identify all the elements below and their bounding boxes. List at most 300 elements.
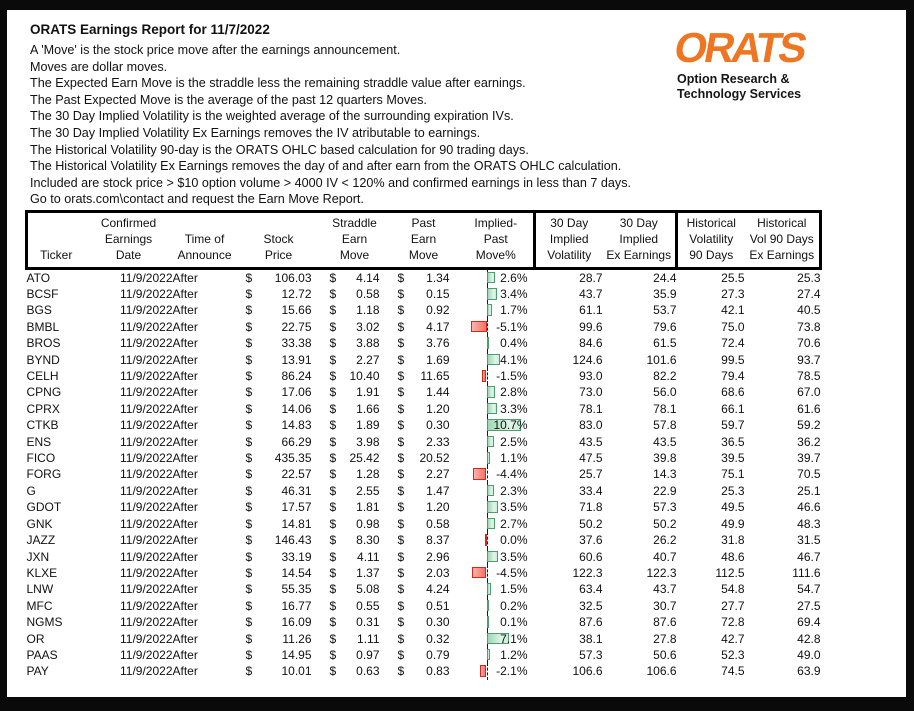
hv90-ex-earnings-cell: 39.7 [797,451,821,466]
column-header-iv30: 30 Day Implied Volatility [535,212,603,269]
implied-past-move-value: -4.4% [496,467,528,482]
column-header-hv90ex: Historical Vol 90 Days Ex Earnings [745,212,821,269]
straddle-earn-move-cell-value: 4.14 [356,270,380,285]
straddle-earn-move-cell [321,663,389,679]
orats-tagline-line2: Technology Services [677,86,802,101]
stock-price-cell [237,598,321,614]
iv30-cell: 83.0 [579,418,603,433]
straddle-earn-move-cell-value: 1.81 [356,500,380,515]
past-earn-move-cell-value: 3.76 [426,336,450,351]
announce-time-cell: After [172,615,198,630]
implied-past-move-value: 2.6% [500,270,528,285]
announce-time-cell: After [172,598,198,613]
table-row [27,598,821,614]
iv30-cell: 25.7 [579,467,603,482]
stock-price-cell-value: 14.81 [281,516,312,531]
past-earn-move-cell [389,565,459,581]
iv30-cell: 60.6 [579,549,603,564]
earnings-date-cell: 11/9/2022 [120,467,173,482]
table-row [27,614,821,630]
straddle-earn-move-cell [321,483,389,499]
earnings-date-cell: 11/9/2022 [120,319,173,334]
hv90-cell: 49.5 [721,500,745,515]
currency-symbol: $ [245,565,253,580]
stock-price-cell [237,631,321,647]
hv90-cell: 99.5 [721,352,745,367]
iv30-ex-earnings-cell: 56.0 [653,385,677,400]
past-earn-move-cell [389,516,459,532]
straddle-earn-move-cell-value: 0.97 [356,647,380,662]
past-earn-move-cell [389,532,459,548]
table-row [27,368,821,384]
implied-past-move-value: 1.7% [500,303,528,318]
currency-symbol: $ [329,369,337,384]
ticker-cell: ATO [26,270,51,285]
orats-logo-tagline [677,72,855,101]
iv30-cell: 124.6 [572,352,603,367]
description-line: The 30 Day Implied Volatility Ex Earnings removes the IV atributable to earnings. [30,125,481,140]
past-earn-move-cell [389,663,459,679]
iv30-ex-earnings-cell: 101.6 [646,352,677,367]
straddle-earn-move-cell [321,268,389,286]
straddle-earn-move-cell-value: 1.66 [356,401,380,416]
straddle-earn-move-cell-value: 0.31 [356,615,380,630]
column-header-hv90: Historical Volatility 90 Days [677,212,745,269]
stock-price-cell-value: 14.83 [281,418,312,433]
hv90-cell: 27.3 [721,287,745,302]
announce-time-cell: After [172,352,198,367]
currency-symbol: $ [329,483,337,498]
past-earn-move-cell [389,450,459,466]
past-earn-move-cell [389,352,459,368]
stock-price-cell-value: 33.38 [281,336,312,351]
description-line: A 'Move' is the stock price move after the earnings announcement. [30,43,401,57]
table-row [27,335,821,351]
straddle-earn-move-cell [321,565,389,581]
iv30-cell: 73.0 [579,385,603,400]
stock-price-cell [237,614,321,630]
ticker-cell: CELH [26,369,59,384]
straddle-earn-move-cell-value: 3.98 [356,434,380,449]
implied-past-move-value: 1.1% [500,451,528,466]
implied-past-move-value: 7.1% [500,631,528,646]
currency-symbol: $ [397,483,405,498]
iv30-cell: 43.5 [579,434,603,449]
straddle-earn-move-cell [321,450,389,466]
straddle-earn-move-cell-value: 1.37 [356,565,380,580]
hv90-ex-earnings-cell: 40.5 [797,303,821,318]
iv30-ex-earnings-cell: 122.3 [646,565,677,580]
implied-past-move-value: 3.5% [500,549,528,564]
implied-past-move-value: 2.7% [500,516,528,531]
currency-symbol: $ [397,352,405,367]
description-line: The Historical Volatility 90-day is the ORATS OHLC based calculation for 90 trading days. [30,142,529,157]
currency-symbol: $ [397,451,405,466]
implied-past-move-value: 3.5% [500,500,528,515]
currency-symbol: $ [329,565,337,580]
hv90-ex-earnings-cell: 27.5 [797,598,821,613]
currency-symbol: $ [245,549,253,564]
stock-price-cell [237,268,321,286]
currency-symbol: $ [397,434,405,449]
currency-symbol: $ [245,631,253,646]
straddle-earn-move-cell [321,631,389,647]
currency-symbol: $ [397,598,405,613]
iv30-ex-earnings-cell: 43.5 [653,434,677,449]
description-line: Moves are dollar moves. [30,59,168,74]
report-intro [30,21,670,208]
iv30-cell: 93.0 [579,369,603,384]
currency-symbol: $ [245,598,253,613]
currency-symbol: $ [329,352,337,367]
stock-price-cell [237,565,321,581]
currency-symbol: $ [245,352,253,367]
currency-symbol: $ [329,418,337,433]
currency-symbol: $ [245,287,253,302]
table-row [27,384,821,400]
table-row [27,286,821,302]
announce-time-cell: After [172,549,198,564]
hv90-cell: 72.4 [721,336,745,351]
currency-symbol: $ [329,500,337,515]
straddle-earn-move-cell [321,302,389,318]
description-line: The Expected Earn Move is the straddle less the remaining straddle value after earnings. [30,76,526,91]
implied-past-move-value: -2.1% [496,664,528,679]
past-earn-move-cell-value: 2.33 [426,434,450,449]
ticker-cell: BCSF [26,287,59,302]
iv30-cell: 43.7 [579,287,603,302]
description-line: Go to orats.com\contact and request the Earn Move Report. [30,192,364,207]
currency-symbol: $ [397,500,405,515]
hv90-ex-earnings-cell: 31.5 [797,533,821,548]
currency-symbol: $ [245,664,253,679]
hv90-cell: 75.1 [721,467,745,482]
table-row [27,631,821,647]
earnings-date-cell: 11/9/2022 [120,598,173,613]
straddle-earn-move-cell-value: 0.55 [356,598,380,613]
column-header-move-pct: Implied- Past Move% [459,212,535,269]
implied-past-move-cell [459,401,535,417]
past-earn-move-cell-value: 0.32 [426,631,450,646]
hv90-cell: 25.5 [721,270,745,285]
currency-symbol: $ [397,287,405,302]
currency-symbol: $ [245,385,253,400]
currency-symbol: $ [329,615,337,630]
hv90-ex-earnings-cell: 46.6 [797,500,821,515]
currency-symbol: $ [245,533,253,548]
iv30-cell: 38.1 [579,631,603,646]
stock-price-cell [237,450,321,466]
stock-price-cell-value: 146.43 [274,533,312,548]
stock-price-cell [237,483,321,499]
earnings-table-header [27,212,821,269]
ticker-cell: CPNG [26,385,62,400]
currency-symbol: $ [245,319,253,334]
currency-symbol: $ [245,516,253,531]
iv30-cell: 33.4 [579,483,603,498]
past-earn-move-cell [389,549,459,565]
currency-symbol: $ [245,647,253,662]
earnings-date-cell: 11/9/2022 [120,434,173,449]
table-row [27,466,821,482]
past-earn-move-cell [389,286,459,302]
stock-price-cell [237,516,321,532]
stock-price-cell [237,466,321,482]
iv30-cell: 50.2 [579,516,603,531]
currency-symbol: $ [329,631,337,646]
hv90-cell: 52.3 [721,647,745,662]
implied-past-move-cell [459,565,535,581]
hv90-ex-earnings-cell: 42.8 [797,631,821,646]
currency-symbol: $ [397,664,405,679]
implied-past-move-cell [459,647,535,663]
ticker-cell: CTKB [26,418,59,433]
ticker-cell: BYND [26,352,60,367]
past-earn-move-cell-value: 0.30 [426,418,450,433]
stock-price-cell-value: 22.57 [281,467,312,482]
past-earn-move-cell-value: 8.37 [426,533,450,548]
stock-price-cell [237,302,321,318]
implied-past-move-value: 1.2% [500,647,528,662]
straddle-earn-move-cell [321,368,389,384]
currency-symbol: $ [397,549,405,564]
earnings-date-cell: 11/9/2022 [120,270,173,285]
implied-past-move-cell [459,286,535,302]
straddle-earn-move-cell-value: 1.91 [356,385,380,400]
stock-price-cell-value: 15.66 [281,303,312,318]
implied-past-move-value: -5.1% [496,319,528,334]
stock-price-cell-value: 33.19 [281,549,312,564]
stock-price-cell [237,532,321,548]
stock-price-cell-value: 16.09 [281,615,312,630]
ticker-cell: LNW [26,582,54,597]
stock-price-cell-value: 14.95 [281,647,312,662]
implied-past-move-cell [459,598,535,614]
iv30-ex-earnings-cell: 22.9 [653,483,677,498]
past-earn-move-cell [389,384,459,400]
earnings-date-cell: 11/9/2022 [120,582,173,597]
announce-time-cell: After [172,565,198,580]
straddle-earn-move-cell [321,499,389,515]
implied-past-move-cell [459,368,535,384]
currency-symbol: $ [397,467,405,482]
currency-symbol: $ [245,369,253,384]
currency-symbol: $ [397,533,405,548]
straddle-earn-move-cell [321,549,389,565]
ticker-cell: FICO [26,451,56,466]
column-header-ticker: Ticker [27,212,85,269]
straddle-earn-move-cell-value: 1.18 [356,303,380,318]
iv30-ex-earnings-cell: 106.6 [646,664,677,679]
currency-symbol: $ [245,483,253,498]
currency-symbol: $ [329,533,337,548]
currency-symbol: $ [329,647,337,662]
past-earn-move-cell-value: 0.58 [426,516,450,531]
iv30-ex-earnings-cell: 50.2 [653,516,677,531]
column-header-time: Time of Announce [173,212,237,269]
stock-price-cell [237,335,321,351]
hv90-cell: 79.4 [721,369,745,384]
hv90-ex-earnings-cell: 25.1 [797,483,821,498]
past-earn-move-cell [389,319,459,335]
past-earn-move-cell-value: 0.30 [426,615,450,630]
straddle-earn-move-cell [321,335,389,351]
implied-past-move-value: 10.7% [493,418,528,433]
hv90-cell: 27.7 [721,598,745,613]
hv90-ex-earnings-cell: 54.7 [797,582,821,597]
implied-past-move-cell [459,532,535,548]
implied-past-move-value: -4.5% [496,565,528,580]
implied-past-move-cell [459,417,535,433]
hv90-ex-earnings-cell: 27.4 [797,287,821,302]
stock-price-cell [237,384,321,400]
table-row [27,499,821,515]
description-line: The 30 Day Implied Volatility is the weighted average of the surrounding expiration IVs. [30,109,514,124]
straddle-earn-move-cell [321,401,389,417]
past-earn-move-cell [389,614,459,630]
past-earn-move-cell [389,417,459,433]
straddle-earn-move-cell [321,466,389,482]
currency-symbol: $ [397,582,405,597]
announce-time-cell: After [172,336,198,351]
report-page [7,10,906,697]
past-earn-move-cell-value: 0.51 [426,598,450,613]
table-row [27,319,821,335]
implied-past-move-cell [459,352,535,368]
hv90-ex-earnings-cell: 63.9 [797,664,821,679]
hv90-ex-earnings-cell: 111.6 [792,565,821,580]
hv90-ex-earnings-cell: 25.3 [797,270,821,285]
past-earn-move-cell [389,598,459,614]
straddle-earn-move-cell [321,319,389,335]
implied-past-move-cell [459,663,535,679]
table-row [27,268,821,286]
iv30-ex-earnings-cell: 30.7 [653,598,677,613]
past-earn-move-cell [389,401,459,417]
hv90-cell: 75.0 [721,319,745,334]
hv90-cell: 49.9 [721,516,745,531]
column-header-price: Stock Price [237,212,321,269]
earnings-date-cell: 11/9/2022 [120,385,173,400]
column-header-iv30ex: 30 Day Implied Ex Earnings [603,212,677,269]
stock-price-cell-value: 10.01 [281,664,312,679]
iv30-ex-earnings-cell: 24.4 [653,270,677,285]
stock-price-cell [237,499,321,515]
straddle-earn-move-cell [321,434,389,450]
currency-symbol: $ [245,418,253,433]
iv30-cell: 87.6 [579,615,603,630]
past-earn-move-cell [389,434,459,450]
past-earn-move-cell [389,368,459,384]
implied-past-move-cell [459,499,535,515]
iv30-ex-earnings-cell: 82.2 [653,369,677,384]
stock-price-cell-value: 22.75 [281,319,312,334]
hv90-cell: 59.7 [721,418,745,433]
past-earn-move-cell-value: 1.20 [426,500,450,515]
earnings-date-cell: 11/9/2022 [120,631,173,646]
past-earn-move-cell [389,483,459,499]
stock-price-cell [237,319,321,335]
announce-time-cell: After [172,385,198,400]
hv90-cell: 42.7 [721,631,745,646]
past-earn-move-cell-value: 4.17 [426,319,450,334]
iv30-ex-earnings-cell: 50.6 [653,647,677,662]
iv30-ex-earnings-cell: 78.1 [653,401,677,416]
stock-price-cell-value: 14.54 [281,565,312,580]
hv90-ex-earnings-cell: 61.6 [797,401,821,416]
straddle-earn-move-cell-value: 1.11 [357,631,380,646]
straddle-earn-move-cell [321,352,389,368]
hv90-ex-earnings-cell: 70.6 [797,336,821,351]
earnings-date-cell: 11/9/2022 [120,516,173,531]
table-row [27,581,821,597]
straddle-earn-move-cell-value: 2.27 [356,352,380,367]
implied-past-move-value: 1.5% [500,582,528,597]
iv30-ex-earnings-cell: 61.5 [653,336,677,351]
implied-past-move-cell [459,268,535,286]
straddle-earn-move-cell-value: 4.11 [357,549,380,564]
iv30-ex-earnings-cell: 43.7 [653,582,677,597]
implied-past-move-value: 0.0% [500,533,528,548]
straddle-earn-move-cell [321,286,389,302]
stock-price-cell [237,352,321,368]
announce-time-cell: After [172,451,198,466]
straddle-earn-move-cell [321,647,389,663]
currency-symbol: $ [329,516,337,531]
earnings-date-cell: 11/9/2022 [120,647,173,662]
currency-symbol: $ [397,647,405,662]
stock-price-cell [237,647,321,663]
table-row [27,647,821,663]
straddle-earn-move-cell [321,384,389,400]
iv30-cell: 63.4 [579,582,603,597]
straddle-earn-move-cell-value: 25.42 [349,451,380,466]
stock-price-cell-value: 55.35 [281,582,312,597]
table-row [27,483,821,499]
iv30-cell: 37.6 [579,533,603,548]
straddle-earn-move-cell-value: 1.89 [356,418,380,433]
stock-price-cell-value: 435.35 [274,451,312,466]
past-earn-move-cell-value: 2.96 [426,549,450,564]
stock-price-cell [237,581,321,597]
straddle-earn-move-cell-value: 5.08 [356,582,380,597]
stock-price-cell [237,286,321,302]
currency-symbol: $ [397,516,405,531]
earnings-date-cell: 11/9/2022 [120,369,173,384]
orats-tagline-line1: Option Research & [677,72,790,86]
stock-price-cell [237,401,321,417]
orats-logo [670,24,855,101]
currency-symbol: $ [397,369,405,384]
hv90-ex-earnings-cell: 59.2 [797,418,821,433]
implied-past-move-value: 0.4% [500,336,528,351]
currency-symbol: $ [245,401,253,416]
table-row [27,663,821,679]
straddle-earn-move-cell [321,598,389,614]
hv90-cell: 36.5 [721,434,745,449]
ticker-cell: MFC [26,598,53,613]
table-row [27,401,821,417]
hv90-ex-earnings-cell: 48.3 [797,516,821,531]
past-earn-move-cell [389,268,459,286]
currency-symbol: $ [245,615,253,630]
currency-symbol: $ [245,336,253,351]
currency-symbol: $ [329,664,337,679]
ticker-cell: GNK [26,516,53,531]
ticker-cell: KLXE [26,565,58,580]
announce-time-cell: After [172,369,198,384]
announce-time-cell: After [172,319,198,334]
